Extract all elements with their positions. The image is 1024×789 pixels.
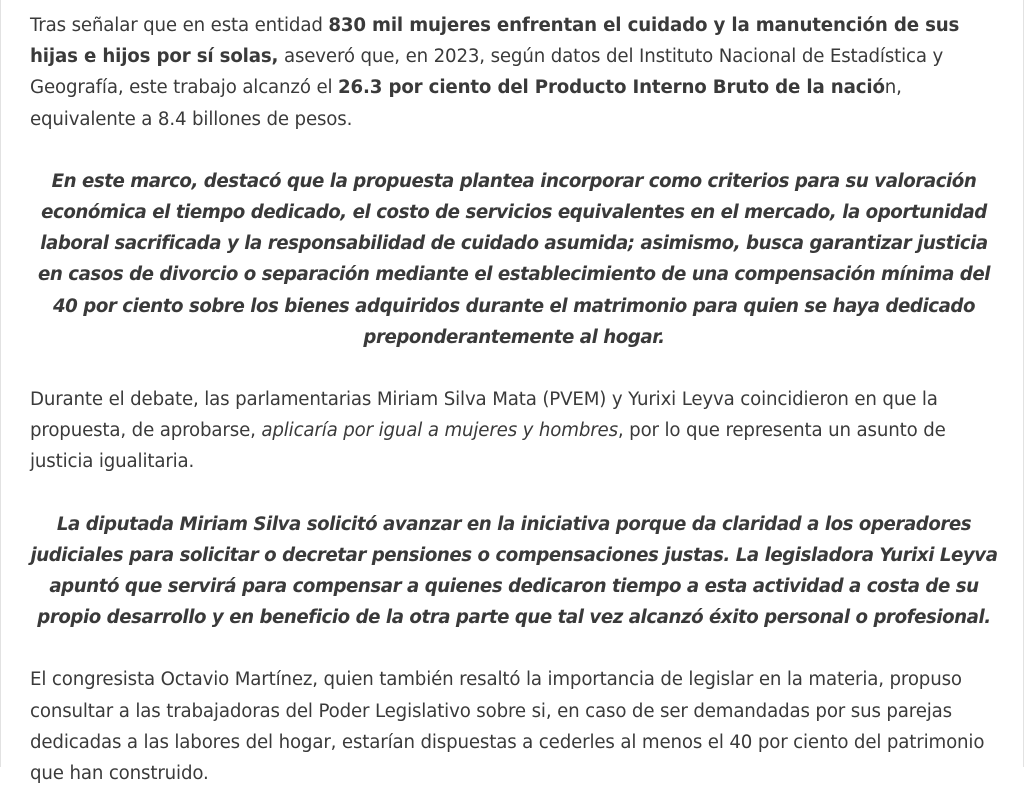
paragraph-debate xyxy=(30,384,998,478)
p3-text-2: , por lo que representa un asunto de justicia igualitaria. xyxy=(30,420,946,473)
p1-bold-pib: 26.3 por ciento del Producto Interno Bruto de la nació xyxy=(338,77,885,99)
article-body xyxy=(30,10,998,789)
paragraph-congresista: El congresista Octavio Martínez, quien también resaltó la importancia de legislar en la materia, propuso consultar a las trabajadoras del Poder Legislativo sobre si, en caso de ser demandadas por sus parejas dedicadas a las labores del hogar, estarían dispuestas a cederles al menos el 40 por ciento del patrimonio que han construido. xyxy=(30,669,985,785)
p1-bold-mujeres: 830 mil mujeres enfrentan el cuidado y la manutención de sus hijas e hijos por sí solas, xyxy=(30,15,960,68)
p1-text-3: n, equivalente a 8.4 billones de pesos. xyxy=(30,77,902,130)
p1-text-1: Tras señalar que en esta entidad xyxy=(30,15,329,36)
p3-text-1: Durante el debate, las parlamentarias Miriam Silva Mata (PVEM) y Yurixi Leyva coincidieron en que la propuesta, de aprobarse, xyxy=(30,389,938,442)
quote-propuesta: En este marco, destacó que la propuesta plantea incorporar como criterios para su valoración económica el tiempo dedicado, el costo de servicios equivalentes en el mercado, la oportunidad laboral sacrificada y la responsabilidad de cuidado asumida; asimismo, busca garantizar justicia en casos de divorcio o separación mediante el establecimiento de una compensación mínima del 40 por ciento sobre los bienes adquiridos durante el matrimonio para quien se haya dedicado preponderantemente al hogar. xyxy=(37,170,991,348)
p3-italic: aplicaría por igual a mujeres y hombres xyxy=(261,420,618,442)
paragraph-pib xyxy=(30,10,998,135)
p1-text-2: aseveró que, en 2023, según datos del Instituto Nacional de Estadística y Geografía, este trabajo alcanzó el xyxy=(30,46,944,99)
quote-diputadas: La diputada Miriam Silva solicitó avanzar en la iniciativa porque da claridad a los operadores judiciales para solicitar o decretar pensiones o compensaciones justas. La legisladora Yurixi Leyva apuntó que servirá para compensar a quienes dedicaron tiempo a esta actividad a costa de su propio desarrollo y en beneficio de la otra parte que tal vez alcanzó éxito personal o profesional. xyxy=(30,513,998,629)
